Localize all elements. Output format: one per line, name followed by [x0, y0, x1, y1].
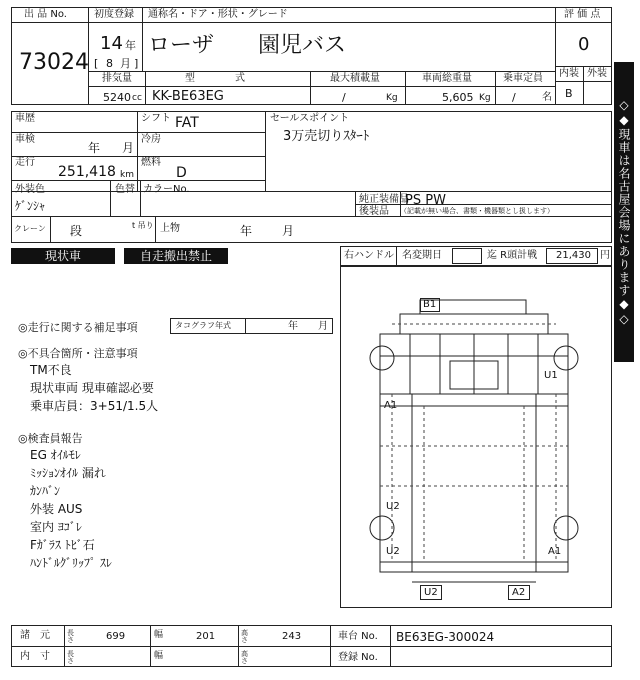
interior-grade: B: [565, 87, 573, 100]
upper-label: 上物: [160, 223, 180, 234]
mileage-label: 走行: [15, 157, 35, 168]
damage-a2-bottom: A2: [512, 587, 526, 598]
genuine-value: PS PW: [405, 193, 446, 208]
color-change-label: 色替: [115, 184, 135, 195]
inspection-year-unit: 年: [88, 141, 101, 155]
history-label: 車歴: [15, 113, 35, 124]
inspector-line: 室内 ﾖｺﾞﾚ: [30, 520, 82, 534]
gross-weight-label: 車両総重量: [422, 73, 472, 84]
first-reg-month-unit: 月: [120, 57, 131, 70]
defects-title: ◎不具合箇所・注意事項: [18, 347, 138, 360]
car-name: ローザ 園児バス: [148, 33, 347, 58]
shift-label: シフト: [141, 113, 171, 124]
lot-number-label: 出 品 No.: [24, 9, 67, 20]
current-vehicle-badge: 現状車: [11, 248, 115, 264]
displacement-unit: cc: [132, 93, 142, 103]
dims-label: 諸 元: [20, 630, 50, 641]
first-reg-year-unit: 年: [125, 39, 136, 52]
damage-u1: U1: [544, 370, 558, 381]
inner-length-label: 長さ: [67, 650, 74, 665]
side-banner: ◇◆現車は名古屋会場にあります◆◇: [614, 62, 634, 362]
mileage-value: 251,418: [58, 164, 116, 180]
sales-point-value: 3万売切りｽﾀｰﾄ: [283, 129, 370, 144]
defect-line: 乗車店員：3+51/1.5人: [30, 399, 159, 413]
grade-label: 評 価 点: [564, 9, 601, 20]
genuine-label: 純正装備品: [359, 194, 409, 205]
lot-number: 73024: [19, 50, 89, 75]
height-label: 高さ: [241, 629, 248, 644]
gross-weight-value: 5,605: [442, 91, 474, 104]
vehicle-diagram: [340, 266, 612, 608]
mileage-unit: km: [120, 170, 134, 180]
aircon-label: 冷房: [141, 134, 161, 145]
tacho-year-unit: 年: [288, 321, 298, 332]
capacity-unit: 名: [542, 92, 552, 103]
aftermarket-label: 後装品: [359, 206, 389, 217]
first-reg-month: 8: [106, 57, 113, 70]
sales-point-label: セールスポイント: [270, 113, 350, 124]
registration-label: 登録 No.: [338, 652, 378, 663]
width-value: 201: [196, 631, 216, 642]
length-label: 長さ: [67, 629, 74, 644]
name-change-label: 名変期日: [402, 250, 442, 261]
inspector-line: Fｶﾞﾗｽ ﾄﾋﾞ石: [30, 538, 95, 552]
running-notes-title: ◎走行に関する補足事項: [18, 321, 138, 334]
inspector-line: EG ｵｲﾙﾓﾚ: [30, 448, 81, 462]
yen-unit: 円: [600, 250, 610, 261]
damage-u2-bottom: U2: [424, 587, 438, 598]
right-hand-label: 右ハンドル: [344, 250, 394, 261]
inspector-line: 外装 AUS: [30, 502, 83, 516]
crane-label: クレーン: [14, 224, 46, 233]
exterior-label: 外装: [587, 68, 607, 79]
length-value: 699: [106, 631, 126, 642]
chassis-value: BE63EG-300024: [396, 630, 495, 644]
first-reg-label: 初度登録: [94, 9, 134, 20]
inspection-month-unit: 月: [122, 141, 135, 155]
fuel-label: 燃料: [141, 157, 161, 168]
model-value: KK-BE63EG: [152, 89, 224, 104]
displacement-label: 排気量: [102, 73, 132, 84]
crane-step-unit: 段: [70, 224, 83, 238]
aftermarket-note: （記載が無い場合、書類・機器類とし扱します）: [400, 207, 554, 215]
interior-label: 内装: [559, 68, 579, 79]
inspector-title: ◎検査員報告: [18, 432, 83, 445]
inspector-line: ﾐｯｼｮﾝｵｲﾙ 漏れ: [30, 466, 106, 480]
car-name-label: 通称名・ドア・形状・グレード: [148, 9, 288, 20]
damage-u2-upper: U2: [386, 501, 400, 512]
gross-weight-unit: Kg: [479, 93, 491, 103]
color-label: 外装色: [15, 184, 45, 195]
max-load-value: /: [342, 91, 346, 104]
max-load-label: 最大積載量: [330, 73, 380, 84]
model-label: 型 式: [185, 73, 245, 84]
first-reg-year: 14: [100, 33, 123, 54]
inner-width-label: 幅: [154, 651, 164, 661]
damage-a1: A1: [384, 400, 398, 411]
capacity-value: /: [512, 91, 516, 104]
meter-label: 迄 R頭計戦: [487, 250, 538, 261]
upper-month-unit: 月: [282, 224, 295, 238]
meter-value: 21,430: [556, 250, 591, 261]
hanging-label: t 吊り: [132, 221, 154, 230]
tacho-label: タコグラフ年式: [175, 321, 231, 330]
damage-b1: B1: [423, 299, 437, 310]
inspection-label: 車検: [15, 134, 35, 145]
max-load-unit: Kg: [386, 93, 398, 103]
color-value: ｹﾞﾝｼｬ: [15, 199, 46, 213]
displacement-value: 5240: [103, 91, 131, 104]
inspector-line: ｶﾝﾊﾞﾝ: [30, 484, 61, 498]
color-no-label: カラーNo.: [143, 184, 190, 195]
upper-year-unit: 年: [240, 224, 253, 238]
height-value: 243: [282, 631, 302, 642]
grade-value: 0: [578, 34, 590, 55]
chassis-label: 車台 No.: [338, 631, 378, 642]
width-label: 幅: [154, 630, 164, 640]
inner-height-label: 高さ: [241, 650, 248, 665]
shift-value: FAT: [175, 115, 199, 131]
tacho-month-unit: 月: [318, 321, 328, 332]
damage-a1-right: A1: [548, 546, 562, 557]
inner-dims-label: 内 寸: [20, 651, 50, 662]
defect-line: TM不良: [30, 363, 72, 377]
defect-line: 現状車両 現車確認必要: [30, 381, 154, 395]
fuel-value: D: [176, 165, 187, 181]
damage-u2-lower: U2: [386, 546, 400, 557]
inspector-line: ﾊﾝﾄﾞﾙｸﾞﾘｯﾌﾟ ｽﾚ: [30, 556, 112, 570]
no-self-drive-badge: 自走搬出禁止: [124, 248, 228, 264]
capacity-label: 乗車定員: [503, 73, 543, 84]
